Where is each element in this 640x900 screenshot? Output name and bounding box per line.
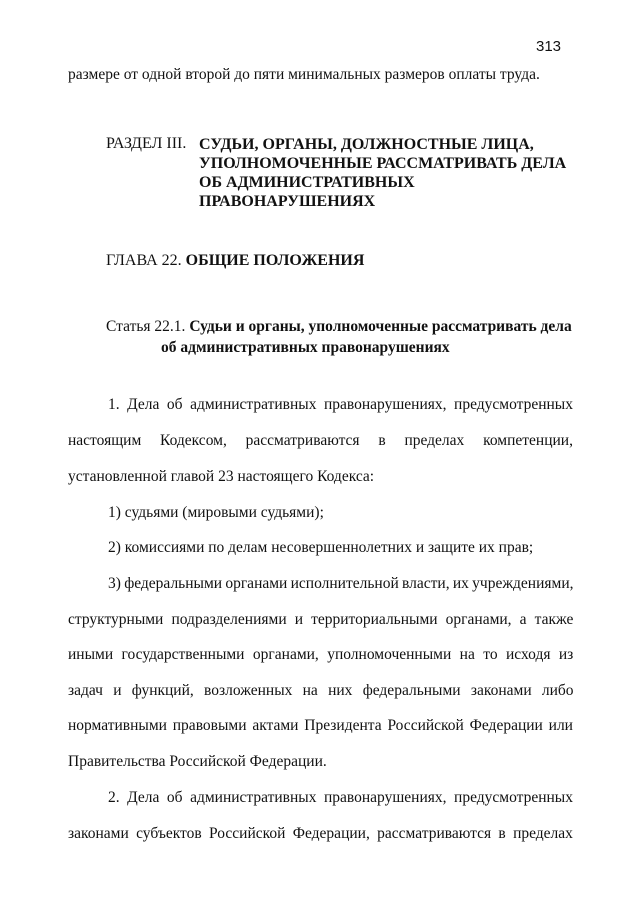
paragraph-2-line-2: законами субъектов Российской Федерации, рассматриваются в пределах xyxy=(68,825,573,842)
section-title-line: СУДЬИ, ОРГАНЫ, ДОЛЖНОСТНЫЕ ЛИЦА, xyxy=(199,136,534,153)
paragraph-1-line-1: 1. Дела об административных правонарушениях, предусмотренных xyxy=(108,396,573,413)
list-item-3-line-1: 3) федеральными органами исполнительной власти, их учреждениями, xyxy=(108,575,574,592)
list-item-3-line-2: структурными подразделениями и территориальными органами, а также xyxy=(68,611,574,628)
paragraph-2-line-1: 2. Дела об административных правонарушениях, предусмотренных xyxy=(108,789,573,806)
list-item-3-line-5: нормативными правовыми актами Президента Российской Федерации или xyxy=(68,717,573,734)
section-title-line: ПРАВОНАРУШЕНИЯХ xyxy=(199,193,376,210)
list-item-3-line-3: иными государственными органами, уполномоченными на то исходя из xyxy=(68,646,574,663)
chapter-heading xyxy=(106,252,364,270)
article-prefix: Статья 22.1. xyxy=(106,318,186,335)
list-item-3-line-4: задач и функций, возложенных на них федеральными законами либо xyxy=(68,682,574,699)
list-item-1: 1) судьями (мировыми судьями); xyxy=(108,504,324,521)
page-number: 313 xyxy=(536,38,562,55)
article-heading xyxy=(106,318,572,356)
section-title-line: ОБ АДМИНИСТРАТИВНЫХ xyxy=(199,174,415,191)
section-prefix: РАЗДЕЛ III. xyxy=(106,135,187,152)
chapter-prefix: ГЛАВА 22. xyxy=(106,252,182,269)
section-title-line: УПОЛНОМОЧЕННЫЕ РАССМАТРИВАТЬ ДЕЛА xyxy=(199,155,567,172)
paragraph-1-line-2: настоящим Кодексом, рассматриваются в пределах компетенции, xyxy=(68,432,573,449)
article-title-line2: об административных правонарушениях xyxy=(161,339,450,356)
list-item-2: 2) комиссиями по делам несовершеннолетних и защите их прав; xyxy=(108,539,534,556)
continuation-line: размере от одной второй до пяти минимальных размеров оплаты труда. xyxy=(68,66,540,83)
chapter-title: ОБЩИЕ ПОЛОЖЕНИЯ xyxy=(185,252,365,269)
paragraph-1-line-3: установленной главой 23 настоящего Кодекса: xyxy=(68,468,375,485)
list-item-3-line-6: Правительства Российской Федерации. xyxy=(68,753,327,770)
section-title xyxy=(199,135,566,211)
article-title-line1: Судьи и органы, уполномоченные рассматривать дела xyxy=(189,318,572,335)
